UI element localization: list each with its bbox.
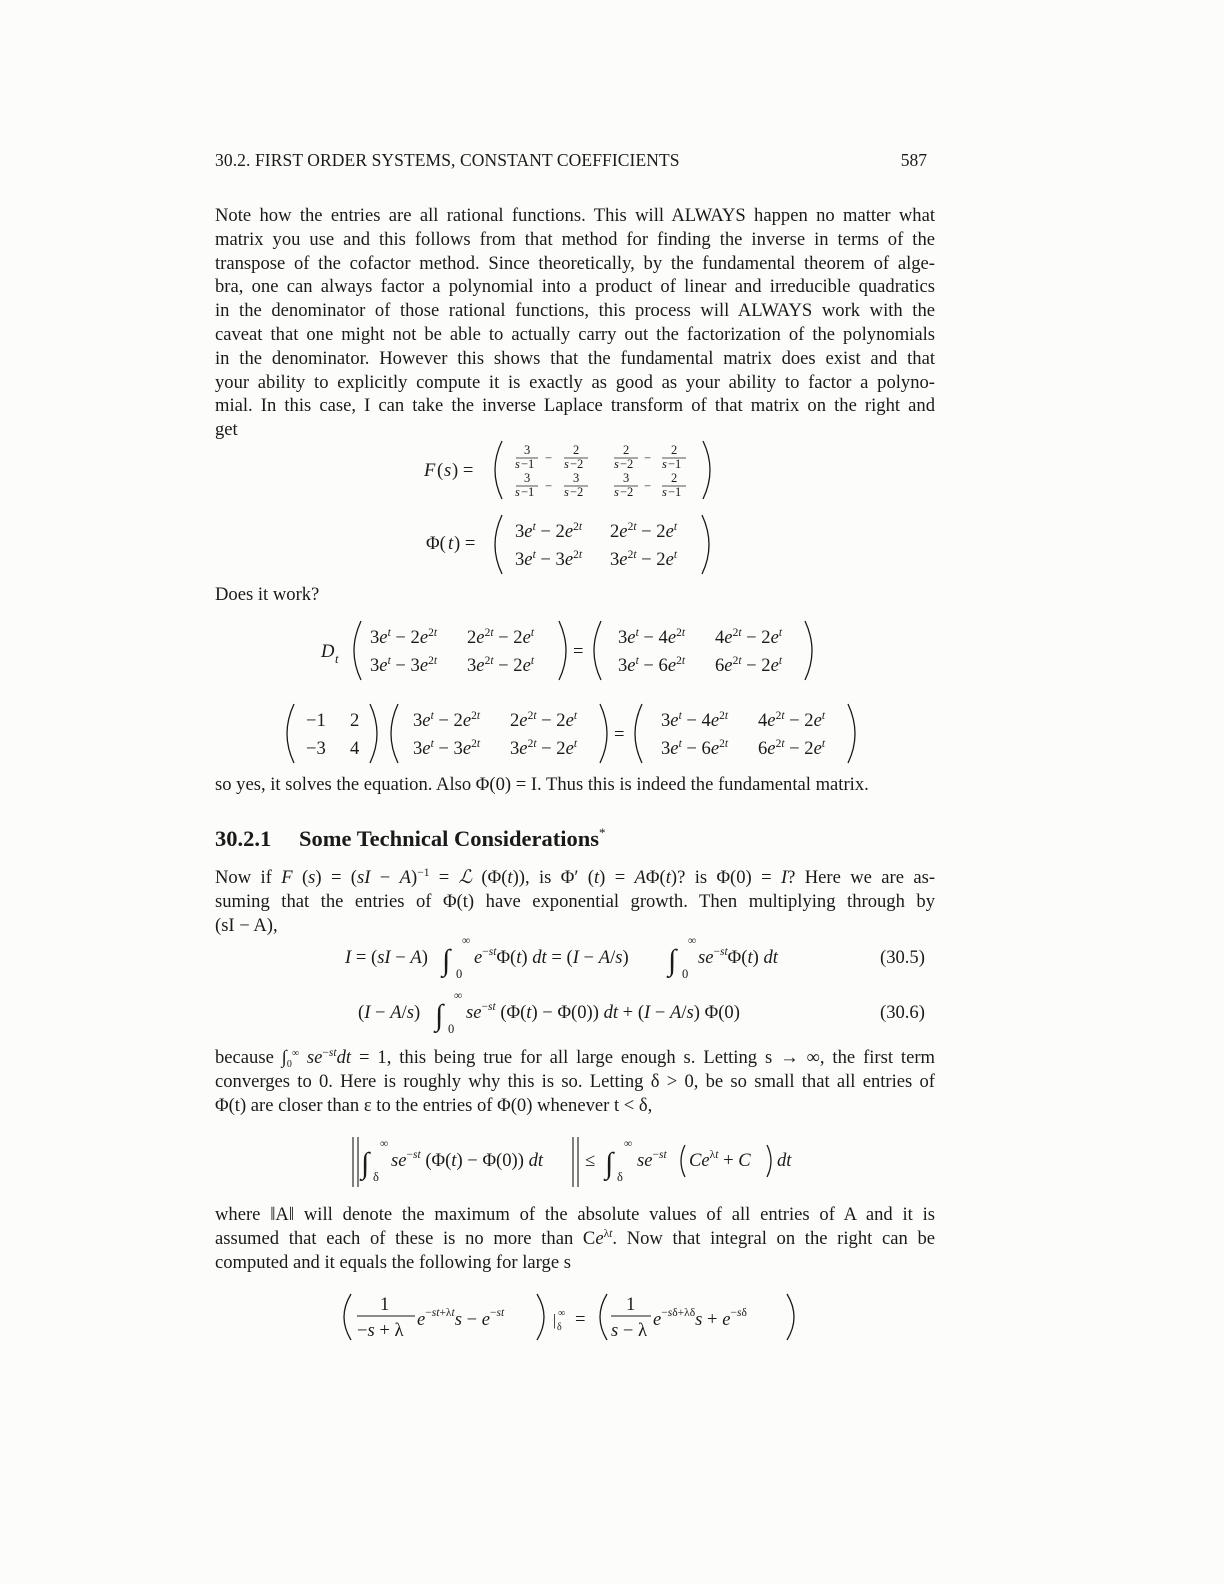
paragraph-where: [215, 1203, 935, 1274]
svg-text:0: 0: [448, 1022, 455, 1036]
svg-text:4e2t − 2et: $4e^2t - 2e^t$: [758, 710, 826, 731]
svg-text:=: =: [573, 641, 584, 662]
text-line: bra, one can always factor a polynomial into a product of linear and irreducible quadratics: [215, 276, 935, 298]
equation-A-times-Phi: [280, 698, 870, 768]
svg-text:∞: ∞: [462, 935, 471, 947]
svg-text:−1: −1: [668, 457, 682, 471]
text-line: Note how the entries are all rational functions. This will ALWAYS happen no matter what: [215, 205, 935, 226]
svg-text:3e2t − 2et: $3e^2t - 2e^t$: [510, 738, 578, 759]
text-line: suming that the entries of Φ(t) have exponential growth. Then multiplying through by: [215, 890, 935, 912]
svg-text:4e2t − 2et: $4e^2t - 2e^t$: [715, 627, 783, 648]
svg-text:2: 2: [671, 443, 678, 457]
text-line: in the denominator of those rational functions, this process will ALWAYS work with the: [215, 300, 935, 322]
svg-text:∫: ∫: [442, 944, 451, 977]
text-line: matrix you use and this follows from that method for finding the inverse in terms of the: [215, 228, 935, 250]
svg-text:0: 0: [682, 967, 689, 981]
svg-text:D: D: [321, 641, 335, 662]
svg-text:δ: δ: [617, 1170, 623, 1184]
running-header-title: 30.2. FIRST ORDER SYSTEMS, CONSTANT COEFFICIENTS: [215, 150, 680, 170]
svg-text:3: 3: [524, 443, 531, 457]
svg-text:2e2t − 2et: $2e^2t - 2e^t$: [467, 627, 535, 648]
svg-text:3et − 3e2t: $3e^t - 3e^2t$: [370, 655, 438, 676]
svg-text:s: s: [614, 485, 619, 499]
svg-text:−3: −3: [306, 738, 326, 759]
svg-text:3et − 6e2t: $3e^t - 6e^2t$: [618, 655, 686, 676]
svg-text:=: =: [575, 1309, 586, 1330]
svg-text:Ceλt + C: $Ce^\lambda t + C$: [689, 1149, 751, 1171]
conclusion-line: [215, 773, 935, 797]
section-heading: [215, 826, 606, 852]
svg-text:∞: ∞: [558, 1308, 566, 1319]
text-line: caveat that one might not be able to actually carry out the factorization of the polynomials: [215, 323, 935, 345]
text-line: where ‖A‖ will denote the maximum of the absolute values of all entries of A and it is: [215, 1204, 935, 1225]
svg-text:4: 4: [350, 738, 360, 759]
svg-text:I = (sI − A): I = (sI − A): [345, 947, 428, 968]
svg-text:∫: ∫: [361, 1147, 370, 1180]
equation-30-6: [340, 985, 940, 1037]
svg-text:e−sδ+λδs + e−sδ: e−sδ+λδs + e−sδ: [653, 1307, 747, 1330]
svg-text:6e2t − 2et: $6e^2t - 2e^t$: [715, 655, 783, 676]
svg-text:|: |: [553, 1312, 557, 1329]
svg-text:3: 3: [623, 471, 630, 485]
text-line: your ability to explicitly compute it is exactly as good as your ability to factor a polyno-: [215, 371, 935, 393]
equation-number: (30.6): [880, 1002, 925, 1023]
text-line: Now if F (s) = (sI − A)$^{-1}$ = ℒ (Φ(t)), is Φ′ (t) = AΦ(t)? is Φ(0) = I? Here we are as-: [215, 867, 936, 888]
svg-text:∞: ∞: [624, 1138, 633, 1150]
svg-text:−s + λ: −s + λ: [357, 1320, 404, 1341]
paragraph-because: [215, 1046, 935, 1117]
svg-text:2: 2: [350, 710, 360, 731]
svg-text:3: 3: [524, 471, 531, 485]
svg-text:−2: −2: [620, 485, 634, 499]
svg-text:2e2t − 2et: $2e^2t - 2e^t$: [510, 710, 578, 731]
page-number: 587: [900, 150, 927, 170]
svg-text:−1: −1: [668, 485, 682, 499]
text-line: because $\int_0^\infty$ $se^{-st}dt = 1$, this being true for all large enough s. Letting s → ∞, the first term: [215, 1047, 936, 1070]
text-line: mial. In this case, I can take the inverse Laplace transform of that matrix on the right and: [215, 395, 935, 417]
svg-text:se−st: se−st: [637, 1149, 667, 1171]
section-star: *: [599, 825, 606, 840]
svg-text:−: −: [545, 451, 553, 465]
svg-text:s: s: [614, 457, 619, 471]
section-number: 30.2.1: [215, 826, 272, 851]
svg-text:t: t: [335, 652, 339, 666]
svg-text:3et − 2e2t: $3e^t - 2e^2t$: [413, 710, 481, 731]
svg-text:∞: ∞: [688, 935, 697, 947]
text-line: computed and it equals the following for large s: [215, 1251, 571, 1273]
svg-text:−2: −2: [570, 457, 584, 471]
svg-text:−: −: [644, 479, 652, 493]
svg-text:δ: δ: [557, 1322, 562, 1333]
svg-text:0: 0: [456, 967, 463, 981]
svg-text:2e2t − 2et: $2e^2t - 2e^t$: [610, 521, 678, 542]
svg-text:3e2t − 2et: $3e^2t - 2e^t$: [610, 549, 678, 570]
svg-text:s: s: [444, 460, 452, 481]
svg-text:s: s: [662, 457, 667, 471]
svg-text:3et − 3e2t: $3e^t - 3e^2t$: [515, 549, 583, 570]
svg-text:(: (: [437, 460, 444, 481]
section-title: Some Technical Considerations: [299, 826, 600, 851]
svg-text:dt: dt: [777, 1150, 792, 1171]
svg-text:∫: ∫: [435, 999, 444, 1032]
text-line: (sI − A),: [215, 914, 278, 936]
svg-text:6e2t − 2et: $6e^2t - 2e^t$: [758, 738, 826, 759]
svg-text:s: s: [564, 485, 569, 499]
text-line: transpose of the cofactor method. Since theoretically, by the fundamental theorem of alge-: [215, 252, 935, 274]
svg-text:se−st (Φ(t) − Φ(0)) dt: se−st (Φ(t) − Φ(0)) dt: [391, 1149, 544, 1171]
equation-Phi-of-t: [410, 510, 730, 580]
svg-text:1: 1: [626, 1294, 636, 1315]
equation-number: (30.5): [880, 947, 925, 968]
svg-text:3et − 3e2t: $3e^t - 3e^2t$: [413, 738, 481, 759]
svg-text:−1: −1: [521, 485, 535, 499]
svg-text:3et − 2e2t: $3e^t - 2e^2t$: [370, 627, 438, 648]
equation-30-5: [340, 930, 940, 982]
paragraph-technical: [215, 866, 935, 937]
svg-text:∞: ∞: [454, 990, 463, 1002]
equation-norm-inequality: [345, 1133, 805, 1191]
text-line: converges to 0. Here is roughly why this is so. Letting δ > 0, be so small that all entries of: [215, 1070, 935, 1092]
equation-F-of-s: [410, 436, 730, 506]
svg-text:s: s: [515, 485, 520, 499]
svg-text:3et − 6e2t: $3e^t - 6e^2t$: [661, 738, 729, 759]
svg-text:F: F: [424, 460, 436, 481]
svg-text:s: s: [564, 457, 569, 471]
svg-text:=: =: [614, 724, 625, 745]
svg-text:t: t: [448, 533, 454, 554]
text-line: so yes, it solves the equation. Also Φ(0) = I. Thus this is indeed the fundamental matrix.: [215, 774, 869, 795]
svg-text:Φ(: Φ(: [426, 533, 446, 554]
text-line: assumed that each of these is no more than $Ce^{\lambda t}$. Now that integral on the right can be: [215, 1227, 935, 1249]
svg-text:1: 1: [380, 1294, 390, 1315]
svg-text:−2: −2: [570, 485, 584, 499]
svg-text:se−st (Φ(t) − Φ(0)) dt + (I −: se−st (Φ(t) − Φ(0)) dt + (I − A/s) Φ(0): [466, 1001, 740, 1023]
svg-text:−2: −2: [620, 457, 634, 471]
svg-text:3et − 4e2t: $3e^t - 4e^2t$: [661, 710, 729, 731]
svg-text:−1: −1: [521, 457, 535, 471]
svg-text:3: 3: [573, 471, 580, 485]
svg-text:∞: ∞: [380, 1138, 389, 1150]
svg-text:3et − 2e2t: $3e^t - 2e^2t$: [515, 521, 583, 542]
svg-text:s − λ: s − λ: [611, 1320, 648, 1341]
svg-text:2: 2: [671, 471, 678, 485]
svg-text:≤: ≤: [585, 1150, 596, 1171]
svg-text:∫: ∫: [605, 1147, 614, 1180]
svg-text:se−stΦ(t) dt: se−stΦ(t) dt: [698, 946, 778, 968]
text-line: Φ(t) are closer than ε to the entries of Φ(0) whenever t < δ,: [215, 1094, 653, 1116]
svg-text:3et − 4e2t: $3e^t - 4e^2t$: [618, 627, 686, 648]
svg-text:−1: −1: [306, 710, 326, 731]
equation-derivative-check: [315, 615, 835, 685]
svg-text:s: s: [662, 485, 667, 499]
text-line: in the denominator. However this shows that the fundamental matrix does exist and that: [215, 347, 935, 369]
svg-text:δ: δ: [373, 1170, 379, 1184]
svg-text:) =: ) =: [454, 533, 476, 554]
svg-text:−: −: [545, 479, 553, 493]
svg-text:e−st+λts − e−st: e−st+λts − e−st: [417, 1307, 505, 1330]
text-line: Does it work?: [215, 584, 320, 605]
svg-text:(I − A/s): (I − A/s): [358, 1002, 421, 1023]
svg-text:2: 2: [573, 443, 580, 457]
svg-text:−: −: [644, 451, 652, 465]
svg-text:2: 2: [623, 443, 630, 457]
text-line: get: [215, 419, 238, 441]
svg-text:3e2t − 2et: $3e^2t - 2e^t$: [467, 655, 535, 676]
paragraph-rational-functions: [215, 204, 935, 442]
equation-integral-evaluation: [335, 1288, 805, 1346]
svg-text:∫: ∫: [668, 944, 677, 977]
svg-text:s: s: [515, 457, 520, 471]
svg-text:e−stΦ(t) dt = (I − A/s): e−stΦ(t) dt = (I − A/s): [474, 946, 629, 968]
question-line: [215, 583, 935, 607]
svg-text:) =: ) =: [452, 460, 474, 481]
